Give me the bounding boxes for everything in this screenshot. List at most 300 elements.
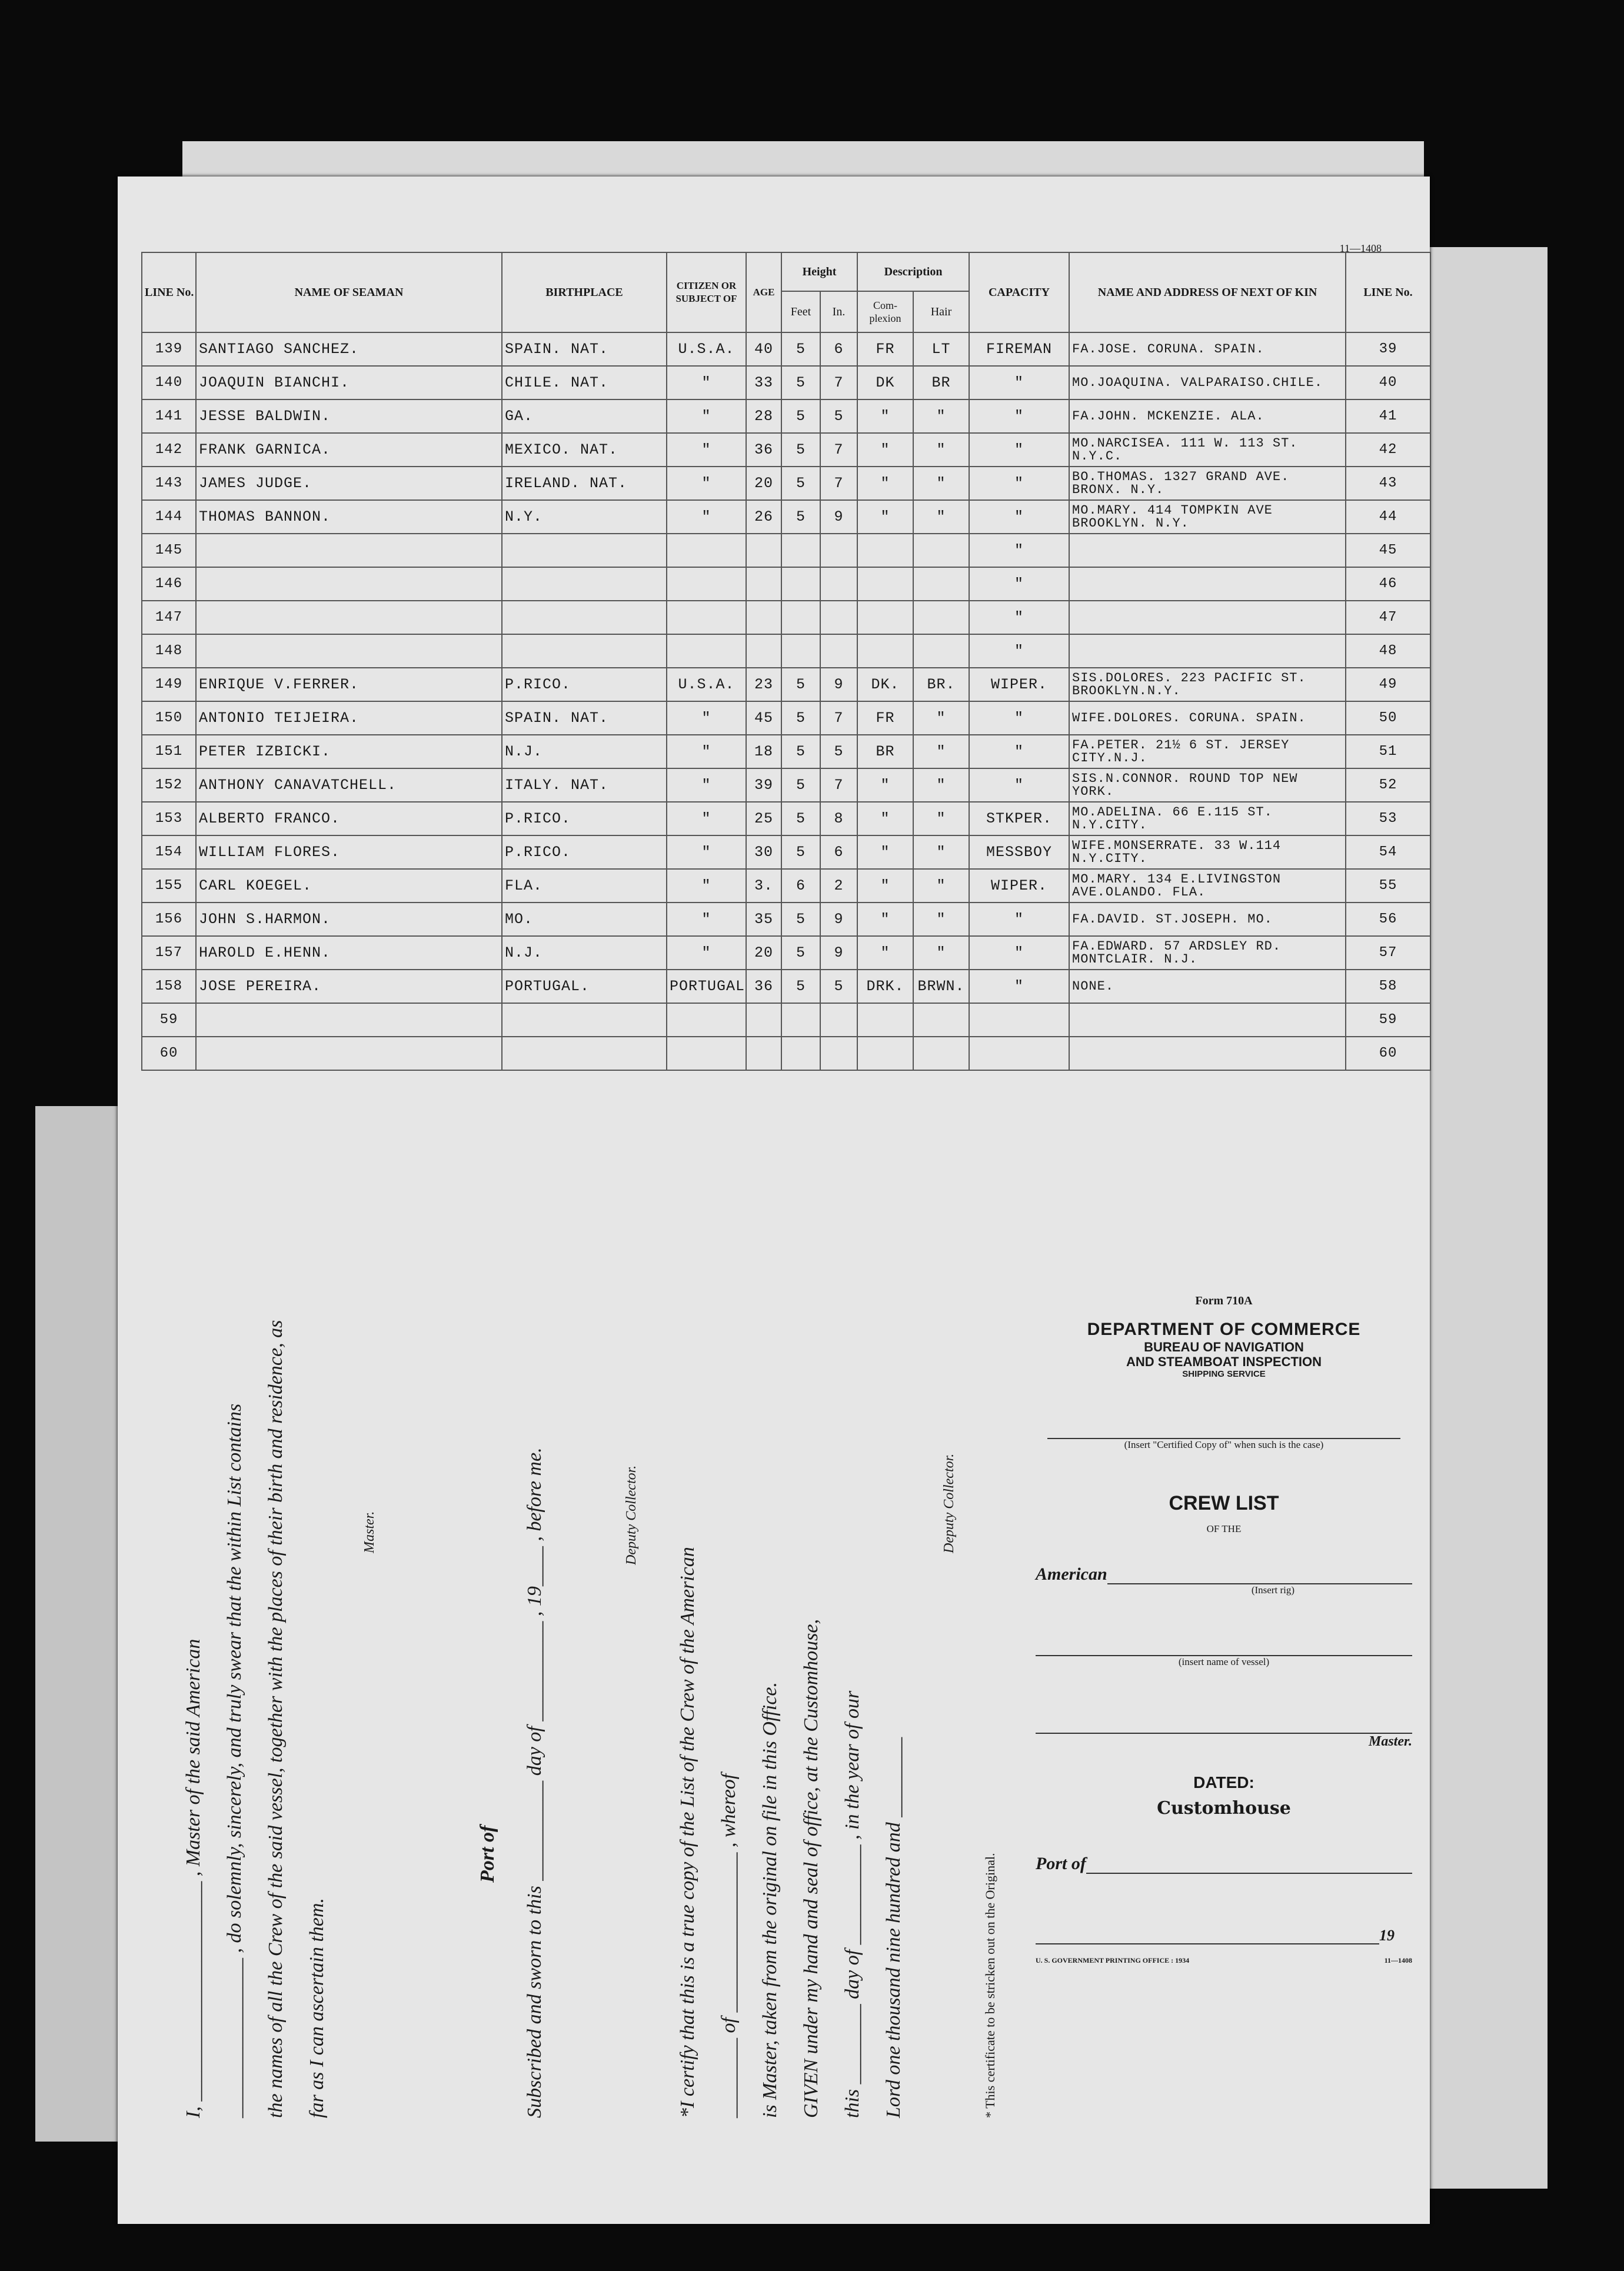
row-age [746,1003,781,1037]
row-line-no: 153 [142,802,196,835]
row-complexion [857,567,913,601]
row-line-no: 148 [142,634,196,668]
row-inches: 6 [820,332,857,366]
table-row [142,903,1430,936]
row-line-no: 154 [142,835,196,869]
row-feet [781,1037,820,1070]
affidavit-lord: Lord one thousand nine hundred and ________ [883,1737,904,2118]
row-line-no-right: 45 [1346,534,1430,567]
row-inches: 7 [820,768,857,802]
form-number: Form 710A [1195,1294,1253,1307]
row-line-no: 155 [142,869,196,903]
master-line [1036,1668,1412,1734]
row-name: FRANK GARNICA. [196,433,502,467]
table-row [142,433,1430,467]
row-feet: 5 [781,366,820,399]
row-line-no: 145 [142,534,196,567]
row-capacity: " [969,467,1069,500]
row-line-no-right: 40 [1346,366,1430,399]
row-feet [781,534,820,567]
crew-list-page [118,177,1430,2224]
header-name: NAME OF SEAMAN [196,252,502,332]
row-age: 30 [746,835,781,869]
row-name: SANTIAGO SANCHEZ. [196,332,502,366]
row-hair: " [913,399,969,433]
row-inches: 2 [820,869,857,903]
row-name [196,534,502,567]
row-inches: 7 [820,433,857,467]
row-capacity: " [969,534,1069,567]
row-inches: 9 [820,500,857,534]
row-line-no-right: 39 [1346,332,1430,366]
row-inches [820,567,857,601]
table-row [142,970,1430,1003]
row-line-no-right: 41 [1346,399,1430,433]
row-name: ENRIQUE V.FERRER. [196,668,502,701]
row-birthplace: ITALY. NAT. [502,768,667,802]
row-name: JOAQUIN BIANCHI. [196,366,502,399]
row-capacity: " [969,634,1069,668]
row-hair [913,601,969,634]
row-line-no-right: 48 [1346,634,1430,668]
row-name [196,1037,502,1070]
row-hair: BR. [913,668,969,701]
table-row [142,601,1430,634]
row-line-no-right: 42 [1346,433,1430,467]
row-age: 35 [746,903,781,936]
row-complexion: " [857,903,913,936]
row-citizen: U.S.A. [667,332,746,366]
row-line-no: 139 [142,332,196,366]
affidavit-port-of: Port of [477,1825,498,1883]
printer-line [1036,1956,1412,1965]
row-citizen [667,534,746,567]
table-row [142,768,1430,802]
table-row [142,366,1430,399]
row-next-of-kin [1069,601,1346,634]
row-hair [913,1003,969,1037]
row-age: 20 [746,936,781,970]
row-feet [781,634,820,668]
table-row [142,567,1430,601]
row-age [746,567,781,601]
row-capacity: STKPER. [969,802,1069,835]
row-hair: " [913,936,969,970]
row-capacity: " [969,768,1069,802]
row-inches [820,534,857,567]
row-inches: 7 [820,366,857,399]
row-next-of-kin: MO.ADELINA. 66 E.115 ST. N.Y.CITY. [1069,802,1346,835]
header-birthplace: BIRTHPLACE [502,252,667,332]
row-capacity [969,1003,1069,1037]
row-name [196,601,502,634]
row-complexion: DK [857,366,913,399]
row-line-no-right: 50 [1346,701,1430,735]
affidavit-certify: *I certify that this is a true copy of the List of the Crew of the American [677,1547,698,2118]
row-line-no: 141 [142,399,196,433]
row-inches [820,1003,857,1037]
row-age: 40 [746,332,781,366]
row-citizen: " [667,433,746,467]
header-complexion: Com- plexion [857,291,913,332]
row-next-of-kin [1069,1037,1346,1070]
row-name: ANTONIO TEIJEIRA. [196,701,502,735]
row-complexion: FR [857,332,913,366]
crew-table [141,252,1431,1071]
affidavit-line-4: far as I can ascertain them. [306,1898,328,2118]
row-feet: 5 [781,399,820,433]
header-capacity: CAPACITY [969,252,1069,332]
row-line-no: 151 [142,735,196,768]
row-age: 33 [746,366,781,399]
row-capacity: MESSBOY [969,835,1069,869]
row-line-no-right: 60 [1346,1037,1430,1070]
row-feet: 5 [781,500,820,534]
row-next-of-kin: MO.MARY. 134 E.LIVINGSTON AVE.OLANDO. FLA. [1069,869,1346,903]
header-hair: Hair [913,291,969,332]
customhouse-label: Customhouse [1157,1798,1291,1819]
row-hair: " [913,768,969,802]
row-line-no: 143 [142,467,196,500]
affidavit-deputy-collector-2: Deputy Collector. [941,1453,957,1553]
row-complexion [857,1003,913,1037]
row-inches: 5 [820,399,857,433]
row-line-no-right: 46 [1346,567,1430,601]
american-line [1036,1564,1412,1584]
dated-label: DATED: [1193,1773,1254,1792]
row-hair: LT [913,332,969,366]
row-complexion [857,1037,913,1070]
row-birthplace: GA. [502,399,667,433]
form-number-bottom: 11—1408 [1384,1956,1412,1964]
row-birthplace [502,1003,667,1037]
header-description: Description [857,252,969,291]
row-feet: 5 [781,668,820,701]
row-line-no: 146 [142,567,196,601]
row-birthplace: N.J. [502,735,667,768]
row-capacity: " [969,701,1069,735]
row-feet: 5 [781,802,820,835]
row-next-of-kin [1069,567,1346,601]
row-feet: 6 [781,869,820,903]
row-name [196,634,502,668]
certified-copy-line [1047,1379,1400,1439]
row-citizen: " [667,701,746,735]
row-name: THOMAS BANNON. [196,500,502,534]
row-name: JESSE BALDWIN. [196,399,502,433]
row-complexion [857,601,913,634]
table-row [142,1037,1430,1070]
row-inches: 5 [820,735,857,768]
crew-rows [142,332,1430,1070]
table-row [142,835,1430,869]
row-name: ANTHONY CANAVATCHELL. [196,768,502,802]
table-row [142,500,1430,534]
row-age [746,601,781,634]
bureau-line-1: BUREAU OF NAVIGATION [1144,1340,1304,1354]
header-line-no: LINE No. [142,252,196,332]
row-line-no-right: 56 [1346,903,1430,936]
row-feet [781,1003,820,1037]
row-capacity: " [969,970,1069,1003]
row-citizen: " [667,366,746,399]
port-of-label: Port of [1036,1854,1086,1873]
row-complexion [857,634,913,668]
row-line-no-right: 53 [1346,802,1430,835]
row-line-no-right: 57 [1346,936,1430,970]
row-complexion: " [857,467,913,500]
row-complexion: DK. [857,668,913,701]
row-complexion: " [857,802,913,835]
row-birthplace [502,601,667,634]
row-birthplace: N.J. [502,936,667,970]
row-capacity: " [969,433,1069,467]
table-row [142,936,1430,970]
table-row [142,467,1430,500]
of-the: OF THE [1206,1523,1242,1534]
affidavit-line-1: I, ______________________ , Master of the said American [182,1639,204,2118]
row-next-of-kin: MO.JOAQUINA. VALPARAISO.CHILE. [1069,366,1346,399]
row-hair: " [913,467,969,500]
row-complexion: DRK. [857,970,913,1003]
row-line-no: 140 [142,366,196,399]
row-hair: " [913,903,969,936]
insert-rig: (Insert rig) [1251,1584,1294,1596]
row-inches: 9 [820,936,857,970]
header-row [142,252,1430,291]
row-complexion: FR [857,701,913,735]
row-line-no-right: 49 [1346,668,1430,701]
bureau-line-2: AND STEAMBOAT INSPECTION [1126,1354,1322,1369]
row-citizen: " [667,802,746,835]
row-hair [913,1037,969,1070]
row-feet: 5 [781,433,820,467]
affidavit-master-label: Master. [362,1511,377,1553]
row-next-of-kin [1069,534,1346,567]
row-age: 28 [746,399,781,433]
row-inches: 6 [820,835,857,869]
row-feet: 5 [781,701,820,735]
row-citizen [667,634,746,668]
row-name: CARL KOEGEL. [196,869,502,903]
row-birthplace: PORTUGAL. [502,970,667,1003]
row-line-no: 157 [142,936,196,970]
row-feet: 5 [781,835,820,869]
row-hair: " [913,735,969,768]
row-hair [913,534,969,567]
row-complexion: " [857,869,913,903]
row-birthplace: N.Y. [502,500,667,534]
row-capacity: " [969,399,1069,433]
row-citizen: U.S.A. [667,668,746,701]
row-capacity: " [969,601,1069,634]
row-birthplace: SPAIN. NAT. [502,701,667,735]
row-citizen [667,601,746,634]
row-inches: 7 [820,701,857,735]
row-next-of-kin: MO.NARCISEA. 111 W. 113 ST. N.Y.C. [1069,433,1346,467]
row-citizen [667,1003,746,1037]
row-name: JOHN S.HARMON. [196,903,502,936]
affidavit-section [159,1247,1077,2118]
row-line-no-right: 59 [1346,1003,1430,1037]
table-row [142,634,1430,668]
row-capacity: FIREMAN [969,332,1069,366]
row-inches [820,601,857,634]
row-line-no: 142 [142,433,196,467]
row-next-of-kin: BO.THOMAS. 1327 GRAND AVE. BRONX. N.Y. [1069,467,1346,500]
row-line-no-right: 44 [1346,500,1430,534]
row-next-of-kin [1069,634,1346,668]
table-row [142,668,1430,701]
row-feet: 5 [781,970,820,1003]
row-birthplace: IRELAND. NAT. [502,467,667,500]
row-birthplace: FLA. [502,869,667,903]
row-line-no-right: 52 [1346,768,1430,802]
row-capacity: " [969,500,1069,534]
row-line-no-right: 43 [1346,467,1430,500]
table-row [142,802,1430,835]
row-name: ALBERTO FRANCO. [196,802,502,835]
row-hair: " [913,802,969,835]
row-line-no-right: 58 [1346,970,1430,1003]
row-feet [781,567,820,601]
row-citizen: " [667,735,746,768]
cover-panel [1036,1294,1412,1965]
row-complexion: BR [857,735,913,768]
row-line-no: 59 [142,1003,196,1037]
header-line-no-right: LINE No. [1346,252,1430,332]
crew-list-title: CREW LIST [1169,1492,1279,1514]
shipping-service: SHIPPING SERVICE [1182,1369,1266,1379]
row-age [746,1037,781,1070]
row-capacity: WIPER. [969,869,1069,903]
row-complexion [857,534,913,567]
row-hair: " [913,835,969,869]
row-age: 3. [746,869,781,903]
row-capacity: " [969,567,1069,601]
row-line-no-right: 51 [1346,735,1430,768]
row-capacity: " [969,936,1069,970]
year-19: 19 [1379,1927,1395,1944]
row-next-of-kin: FA.EDWARD. 57 ARDSLEY RD. MONTCLAIR. N.J. [1069,936,1346,970]
row-citizen: " [667,399,746,433]
row-feet: 5 [781,735,820,768]
row-name: WILLIAM FLORES. [196,835,502,869]
row-age: 18 [746,735,781,768]
row-citizen: " [667,869,746,903]
row-hair: " [913,433,969,467]
row-hair: " [913,701,969,735]
row-line-no-right: 47 [1346,601,1430,634]
row-complexion: " [857,835,913,869]
row-birthplace: SPAIN. NAT. [502,332,667,366]
row-feet: 5 [781,467,820,500]
row-age: 20 [746,467,781,500]
row-complexion: " [857,433,913,467]
row-citizen: " [667,768,746,802]
row-feet [781,601,820,634]
row-feet: 5 [781,903,820,936]
row-next-of-kin: WIFE.MONSERRATE. 33 W.114 N.Y.CITY. [1069,835,1346,869]
row-name [196,567,502,601]
row-citizen: " [667,936,746,970]
row-line-no: 144 [142,500,196,534]
affidavit-of-line: ________ of ________________ , whereof [718,1773,740,2118]
row-complexion: " [857,768,913,802]
row-hair: BR [913,366,969,399]
row-feet: 5 [781,936,820,970]
row-birthplace [502,567,667,601]
row-next-of-kin: WIFE.DOLORES. CORUNA. SPAIN. [1069,701,1346,735]
row-name [196,1003,502,1037]
row-next-of-kin: NONE. [1069,970,1346,1003]
row-inches: 8 [820,802,857,835]
row-next-of-kin: FA.DAVID. ST.JOSEPH. MO. [1069,903,1346,936]
row-citizen [667,1037,746,1070]
header-height: Height [781,252,857,291]
header-inches: In. [820,291,857,332]
affidavit-master-line: is Master, taken from the original on file in this Office. [759,1681,781,2118]
department-title: DEPARTMENT OF COMMERCE [1087,1320,1361,1339]
row-birthplace: P.RICO. [502,668,667,701]
table-row [142,735,1430,768]
header-feet: Feet [781,291,820,332]
row-inches [820,1037,857,1070]
row-next-of-kin: FA.JOHN. MCKENZIE. ALA. [1069,399,1346,433]
row-next-of-kin: SIS.DOLORES. 223 PACIFIC ST. BROOKLYN.N.Y. [1069,668,1346,701]
row-line-no-right: 55 [1346,869,1430,903]
row-line-no: 152 [142,768,196,802]
row-complexion: " [857,500,913,534]
table-row [142,1003,1430,1037]
form-id-top: 11—1408 [1339,242,1382,254]
row-line-no: 158 [142,970,196,1003]
row-inches [820,634,857,668]
row-complexion: " [857,399,913,433]
row-line-no: 156 [142,903,196,936]
affidavit-this-line: this ________ day of __________ , in the year of our [841,1690,863,2118]
row-age: 36 [746,433,781,467]
vessel-name-line [1036,1596,1412,1656]
row-citizen: " [667,835,746,869]
row-capacity: " [969,735,1069,768]
row-hair [913,634,969,668]
row-age: 45 [746,701,781,735]
row-line-no: 149 [142,668,196,701]
row-capacity [969,1037,1069,1070]
row-next-of-kin: FA.PETER. 21½ 6 ST. JERSEY CITY.N.J. [1069,735,1346,768]
row-citizen [667,567,746,601]
row-name: JAMES JUDGE. [196,467,502,500]
row-age: 26 [746,500,781,534]
row-birthplace [502,634,667,668]
row-line-no: 150 [142,701,196,735]
row-age: 23 [746,668,781,701]
table-row [142,701,1430,735]
row-capacity: " [969,903,1069,936]
row-name: HAROLD E.HENN. [196,936,502,970]
row-feet: 5 [781,768,820,802]
affidavit-given: GIVEN under my hand and seal of office, at the Customhouse, [800,1619,822,2118]
american-label: American [1036,1564,1107,1584]
row-birthplace: P.RICO. [502,835,667,869]
affidavit-line-2: ________________ , do solemnly, sincerely, and truly swear that the within List contains [224,1403,245,2118]
row-age [746,634,781,668]
row-birthplace [502,534,667,567]
row-line-no: 147 [142,601,196,634]
insert-vessel-name: (insert name of vessel) [1178,1656,1270,1667]
row-hair [913,567,969,601]
